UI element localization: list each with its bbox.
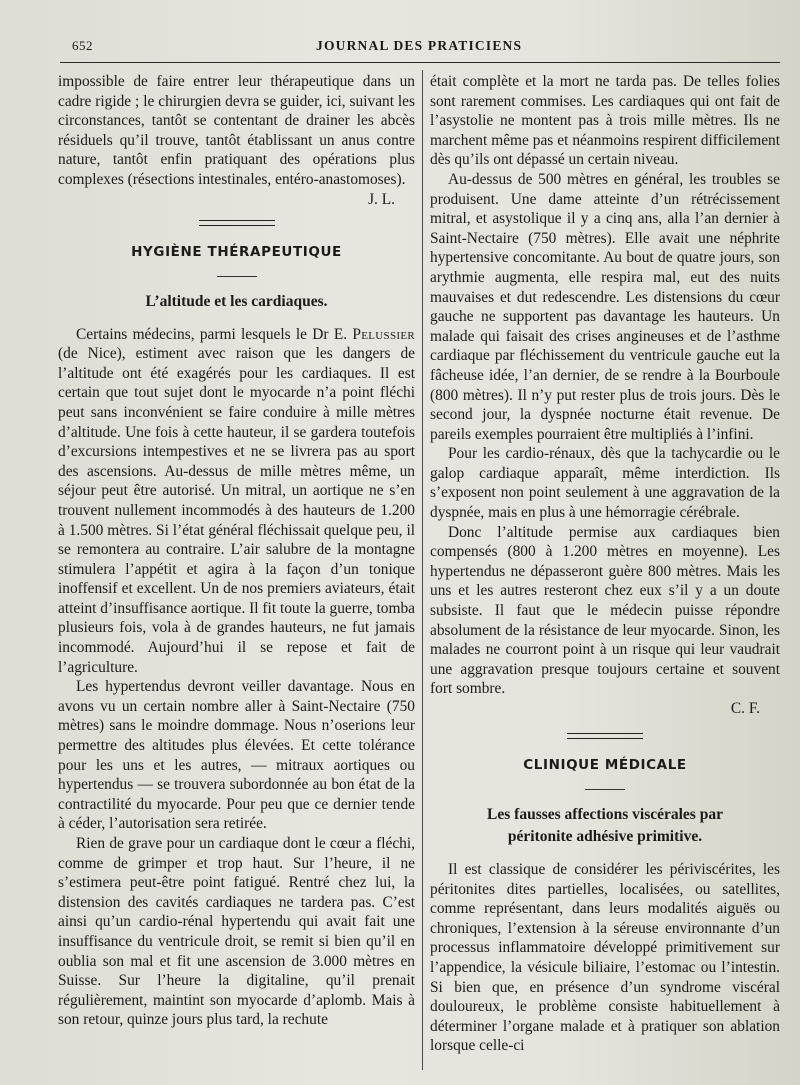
- page-number: 652: [72, 38, 93, 53]
- article-title: Les fausses affections viscérales par péritonite adhésive primitive.: [487, 806, 723, 845]
- title-rule: [585, 789, 625, 790]
- right-column: [430, 72, 780, 1056]
- title-rule: [217, 276, 257, 277]
- section-title: HYGIÈNE THÉRAPEUTIQUE: [131, 243, 342, 260]
- author-signature: C. F.: [730, 700, 760, 717]
- section-separator: [199, 220, 275, 226]
- paragraph: était complète et la mort ne tarda pas. De telles folies sont rarement commises. Les cardiaques qui ont fait de l’asystolie ne montent pas à trois mille mètres. Ils ne marchent même pas et néanmoins respirent difficilement dès qu’ils ont dépassé un certain niveau.: [430, 73, 780, 169]
- paragraph: Au-dessus de 500 mètres en général, les troubles se produisent. Une dame atteinte d’un rétrécissement mitral, et asystolique il y a cinq ans, alla l’an dernier à Saint-Nectaire (750 mètres). Elle avait une néphrite hypertensive concomitante. Au bout de quatre jours, son arythmie augmenta, elle respira mal, eut des nuits mauvaises et dut redescendre. Les distensions du cœur gauche ne supportent pas davantage les hauteurs. Un malade qui faisait des crises angineuses et de l’asthme cardiaque par fléchissement du ventricule gauche eut la fâcheuse idée, l’an dernier, de se rendre à la Bourboule (800 mètres). Il n’y put rester plus de trois jours. Dès le second jour, la dyspnée nocturne était revenue. De pareils exemples pourraient être multipliés à l’infini.: [430, 170, 780, 443]
- section-title: CLINIQUE MÉDICALE: [523, 757, 687, 773]
- section-separator: [567, 733, 643, 739]
- paragraph: Il est classique de considérer les périviscérites, les péritonites dites partielles, localisées, ou satellites, comme représentant, dans leurs modalités aiguës ou chroniques, l’extension à la séreuse environnante d’un processus inflammatoire développé primitivement sur l’appendice, la vésicule biliaire, l’estomac ou l’intestin. Si bien que, en présence d’un syndrome viscéral douloureux, le problème consiste habituellement à déterminer l’organe malade et à pratiquer son ablation lorsque celle-ci: [430, 861, 780, 1055]
- text-run: Certains médecins, parmi lesquels le Dr E.: [76, 325, 353, 343]
- paragraph: [58, 325, 415, 678]
- paragraph: impossible de faire entrer leur thérapeutique dans un cadre rigide ; le chirurgien devra se guider, ici, suivant les circonstances, tantôt se contentant de drainer les abcès résiduels qu’il trouve, tantôt établissant un anus contre nature, tantôt enfin pratiquant des opérations plus complexes (résections intestinales, entéro-anastomoses).: [58, 73, 415, 188]
- paragraph: Rien de grave pour un cardiaque dont le cœur a fléchi, comme de grimper et trop haut. Sur l’heure, il ne s’estimera peut-être point fatigué. Rentré chez lui, la distension des cavités cardiaques ne tardera pas. C’est ainsi qu’un cardio-rénal hypertendu qui avait fait une insuffisance du ventricule droit, se remit si bien qu’il en oublia son mal et fit une ascension de 3.000 mètres en Suisse. Sur l’heure la digitaline, qu’il prenait régulièrement, maintint son myocarde d’aplomb. Mais à son retour, quinze jours plus tard, la rechute: [58, 835, 415, 1029]
- paragraph: Les hypertendus devront veiller davantage. Nous en avons vu un certain nombre aller à Saint-Nectaire (750 mètres) sans le moindre dommage. Nous n’oserions leur permettre des altitudes plus élevées. Et cette tolérance pour les uns et les autres, — mitraux aortiques ou hypertendus — se trouvera subordonnée au bon état de la contractilité du myocarde. Pour peu que ce dernier tende à céder, l’autorisation sera retirée.: [58, 678, 415, 833]
- author-name: Pelussier: [352, 325, 415, 343]
- paragraph: Pour les cardio-rénaux, dès que la tachycardie ou le galop cardiaque apparaît, même interdiction. Ils s’exposent non point seulement à une aggravation de la dyspnée, mais en plus à une hémorragie cérébrale.: [430, 445, 780, 522]
- column-divider: [422, 70, 423, 1070]
- page-header: [60, 38, 780, 58]
- article-title: L’altitude et les cardiaques.: [145, 292, 328, 310]
- paragraph: Donc l’altitude permise aux cardiaques bien compensés (800 à 1.200 mètres en moyenne). Les hypertendus ne dépasseront guère 800 mètres. Mais les uns et les autres resteront chez eux s’il y a un doute subsiste. Il faut que le médecin puisse répondre absolument de la résistance de leur myocarde. Sinon, les malades ne courront point à un risque qui leur vaudrait une aggravation presque toujours certaine et souvent fort sombre.: [430, 523, 780, 698]
- text-run: (de Nice), estiment avec raison que les dangers de l’altitude ont été exagérés pour les cardiaques. Il est certain que tout sujet dont le myocarde n’a point fléchi peut sans inconvénient se faire conduire à mille mètres d’altitude. Une fois à cette hauteur, il se gardera toutefois d’excursions intempestives et ne se livrera pas au sport des ascensions. Au-dessus de mille mètres même, un séjour peut être autorisé. Un mitral, un aortique ne s’en trouvent nullement incommodés à des hauteurs de 1.200 à 1.500 mètres. Si l’état général fléchissait quelque peu, il se remontera au contraire. L’air salubre de la montagne stimulera l’appétit et agira à la façon d’un tonique inoffensif et excellent. Un de nos premiers aviateurs, était atteint d’insuffisance aortique. Il fit toute la guerre, tomba plusieurs fois, vola à de grandes hauteurs, ne fut jamais incommodé. Aujourd’hui il se repose et fait de l’agriculture.: [58, 345, 415, 676]
- left-column: [58, 72, 415, 1030]
- running-title: JOURNAL DES PRATICIENS: [316, 38, 523, 53]
- author-signature: J. L.: [368, 190, 395, 208]
- header-rule: [60, 62, 780, 63]
